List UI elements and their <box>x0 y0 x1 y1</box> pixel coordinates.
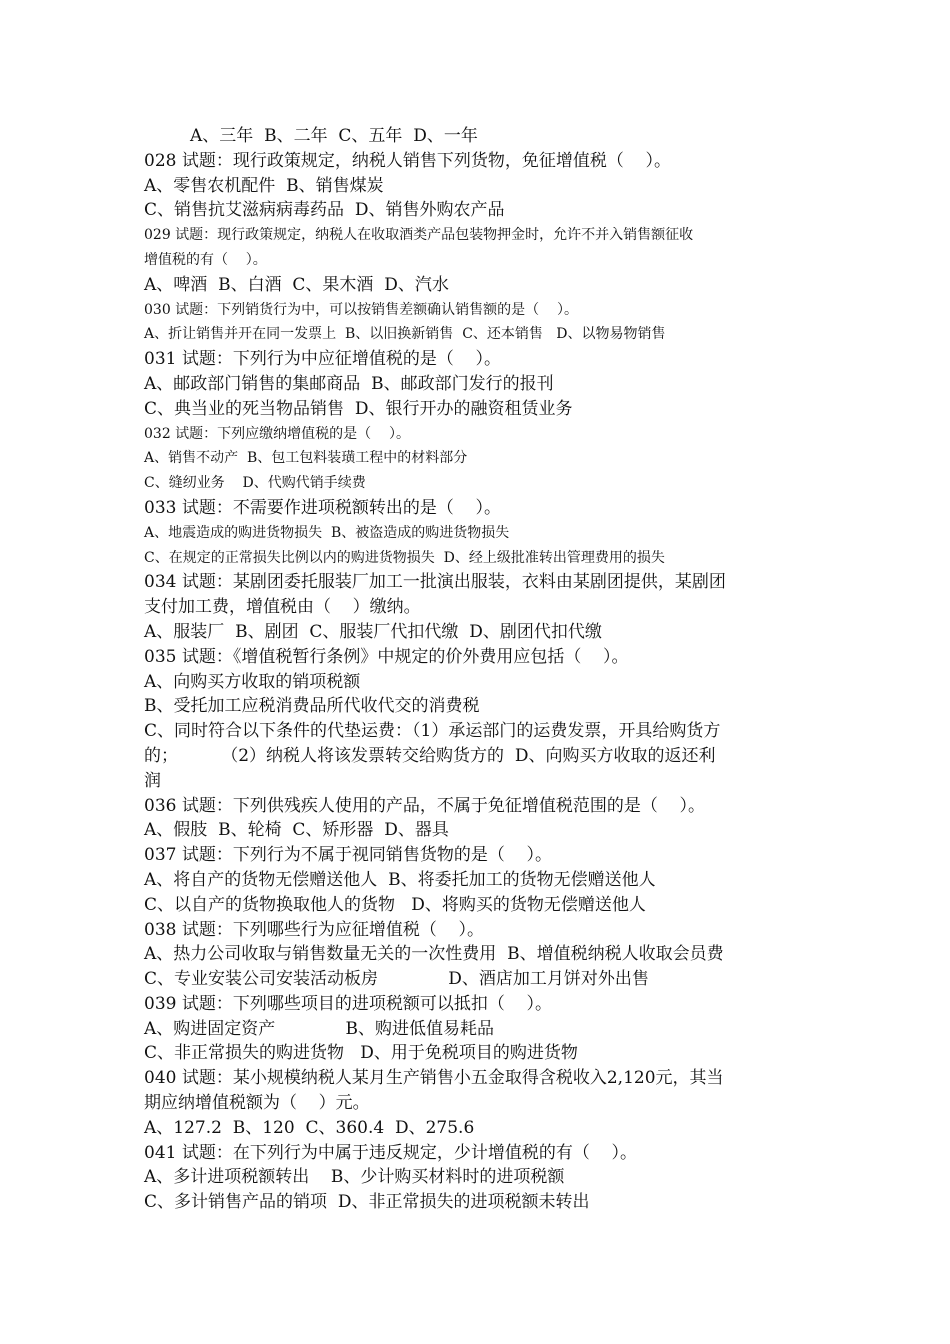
text-line: A、服装厂 B、剧团 C、服装厂代扣代缴 D、剧团代扣代缴 <box>144 621 602 642</box>
text-line: C、同时符合以下条件的代垫运费：（1）承运部门的运费发票，开具给购货方 <box>144 721 721 742</box>
text-line: C、多计销售产品的销项 D、非正常损失的进项税额未转出 <box>144 1192 590 1213</box>
text-line: A、多计进项税额转出 B、少计购买材料时的进项税额 <box>144 1167 565 1188</box>
text-line: 039 试题：下列哪些项目的进项税额可以抵扣（ ）。 <box>144 993 552 1014</box>
text-line: A、啤酒 B、白酒 C、果木酒 D、汽水 <box>144 274 449 295</box>
text-line: 028 试题：现行政策规定，纳税人销售下列货物，免征增值税（ ）。 <box>144 150 671 171</box>
text-line: 030 试题：下列销货行为中，可以按销售差额确认销售额的是（ ）。 <box>144 301 578 318</box>
text-line: B、受托加工应税消费品所代收代交的消费税 <box>144 696 480 717</box>
text-line: C、销售抗艾滋病病毒药品 D、销售外购农产品 <box>144 200 505 221</box>
text-line: A、购进固定资产 B、购进低值易耗品 <box>144 1018 495 1039</box>
text-line: C、在规定的正常损失比例以内的购进货物损失 D、经上级批准转出管理费用的损失 <box>144 549 665 566</box>
text-line: A、地震造成的购进货物损失 B、被盗造成的购进货物损失 <box>144 524 510 541</box>
text-line: 033 试题：不需要作进项税额转出的是（ ）。 <box>144 497 501 518</box>
text-line: 040 试题：某小规模纳税人某月生产销售小五金取得含税收入2,120元，其当 <box>144 1068 724 1089</box>
text-line: A、三年 B、二年 C、五年 D、一年 <box>190 126 478 146</box>
text-line: A、127.2 B、120 C、360.4 D、275.6 <box>144 1117 475 1138</box>
text-line: A、零售农机配件 B、销售煤炭 <box>144 175 384 196</box>
text-line: C、典当业的死当物品销售 D、银行开办的融资租赁业务 <box>144 398 573 419</box>
text-line: C、非正常损失的购进货物 D、用于免税项目的购进货物 <box>144 1043 578 1064</box>
text-line: 036 试题：下列供残疾人使用的产品，不属于免征增值税范围的是（ ）。 <box>144 795 705 816</box>
text-line: A、将自产的货物无偿赠送他人 B、将委托加工的货物无偿赠送他人 <box>144 869 656 890</box>
document-body <box>144 124 814 1215</box>
text-line: C、缝纫业务 D、代购代销手续费 <box>144 475 366 492</box>
text-line: 润 <box>144 770 161 791</box>
text-line: 032 试题：下列应缴纳增值税的是（ ）。 <box>144 425 410 442</box>
text-line: 期应纳增值税额为（ ）元。 <box>144 1093 370 1114</box>
text-line: 031 试题：下列行为中应征增值税的是（ ）。 <box>144 349 501 370</box>
text-line: A、向购买方收取的销项税额 <box>144 671 361 692</box>
text-line: 037 试题：下列行为不属于视同销售货物的是（ ）。 <box>144 845 552 866</box>
text-line: 的； （2）纳税人将该发票转交给购货方的 D、向购买方收取的返还利 <box>144 745 716 766</box>
text-line: C、以自产的货物换取他人的货物 D、将购买的货物无偿赠送他人 <box>144 894 646 915</box>
text-line: 增值税的有（ ）。 <box>144 251 267 268</box>
text-line: 041 试题：在下列行为中属于违反规定，少计增值税的有（ ）。 <box>144 1142 637 1163</box>
text-line: 支付加工费，增值税由（ ）缴纳。 <box>144 597 421 618</box>
text-line: 029 试题：现行政策规定，纳税人在收取酒类产品包装物押金时，允许不并入销售额征收 <box>144 227 694 244</box>
text-line: A、假肢 B、轮椅 C、矫形器 D、器具 <box>144 820 449 841</box>
text-line: 034 试题：某剧团委托服装厂加工一批演出服装，衣料由某剧团提供，某剧团 <box>144 572 726 593</box>
text-line: A、销售不动产 B、包工包料装璜工程中的材料部分 <box>144 450 468 467</box>
text-line: 038 试题：下列哪些行为应征增值税（ ）。 <box>144 919 484 940</box>
text-line: A、热力公司收取与销售数量无关的一次性费用 B、增值税纳税人收取会员费 <box>144 944 724 965</box>
text-line: A、折让销售并开在同一发票上 B、以旧换新销售 C、还本销售 D、以物易物销售 <box>144 326 666 343</box>
text-line: 035 试题：《增值税暂行条例》中规定的价外费用应包括（ ）。 <box>144 646 629 667</box>
text-line: C、专业安装公司安装活动板房 D、酒店加工月饼对外出售 <box>144 969 649 990</box>
text-line: A、邮政部门销售的集邮商品 B、邮政部门发行的报刊 <box>144 373 554 394</box>
